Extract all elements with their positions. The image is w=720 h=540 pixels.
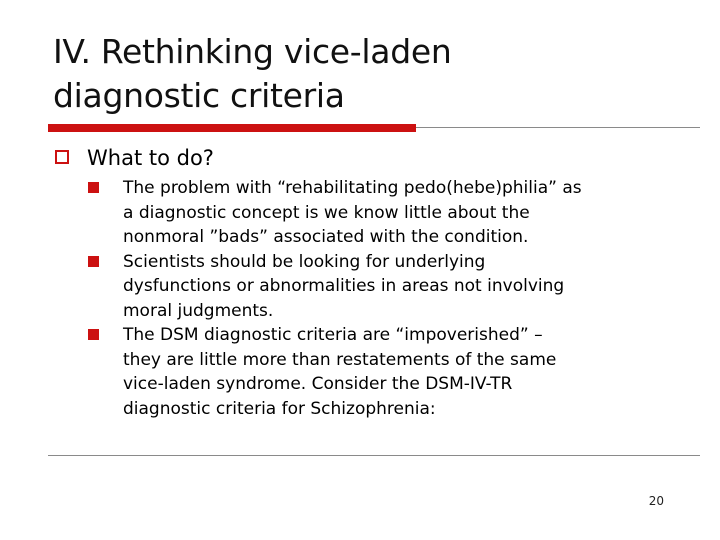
sub-bullet-line: The DSM diagnostic criteria are “impoverished” – xyxy=(123,325,543,345)
filled-square-bullet-icon xyxy=(88,329,99,340)
sub-bullet-line: vice-laden syndrome. Consider the DSM-IV-TR xyxy=(123,374,513,394)
sub-bullet-line: a diagnostic concept is we know little about the xyxy=(123,202,530,223)
filled-square-bullet-icon xyxy=(88,182,99,193)
footer-divider xyxy=(48,455,700,456)
sub-bullet-line: moral judgments. xyxy=(123,300,274,321)
slide-title-line: diagnostic criteria xyxy=(53,76,345,115)
sub-bullet-line: nonmoral ”bads” associated with the condition. xyxy=(123,227,529,247)
slide-title-line: IV. Rethinking vice-laden xyxy=(53,32,452,71)
sub-bullet xyxy=(88,176,688,250)
slide-title xyxy=(53,30,693,118)
sub-bullet-line: dysfunctions or abnormalities in areas not involving xyxy=(123,276,565,296)
filled-square-bullet-icon xyxy=(88,256,99,267)
bullet-level-1 xyxy=(55,145,214,171)
sub-bullet-line: Scientists should be looking for underlying xyxy=(123,251,486,272)
sub-bullet xyxy=(88,323,688,421)
title-divider xyxy=(48,124,700,132)
bullet-text: What to do? xyxy=(87,146,214,170)
hollow-square-bullet-icon xyxy=(55,150,69,164)
sub-bullet xyxy=(88,250,688,324)
title-divider-accent xyxy=(48,124,416,132)
sub-bullet-line: diagnostic criteria for Schizophrenia: xyxy=(123,398,436,419)
sub-bullet-line: The problem with “rehabilitating pedo(hebe)philia” as xyxy=(123,178,582,198)
sub-bullet-list xyxy=(88,176,688,421)
page-number: 20 xyxy=(648,494,664,508)
sub-bullet-line: they are little more than restatements of the same xyxy=(123,349,557,370)
